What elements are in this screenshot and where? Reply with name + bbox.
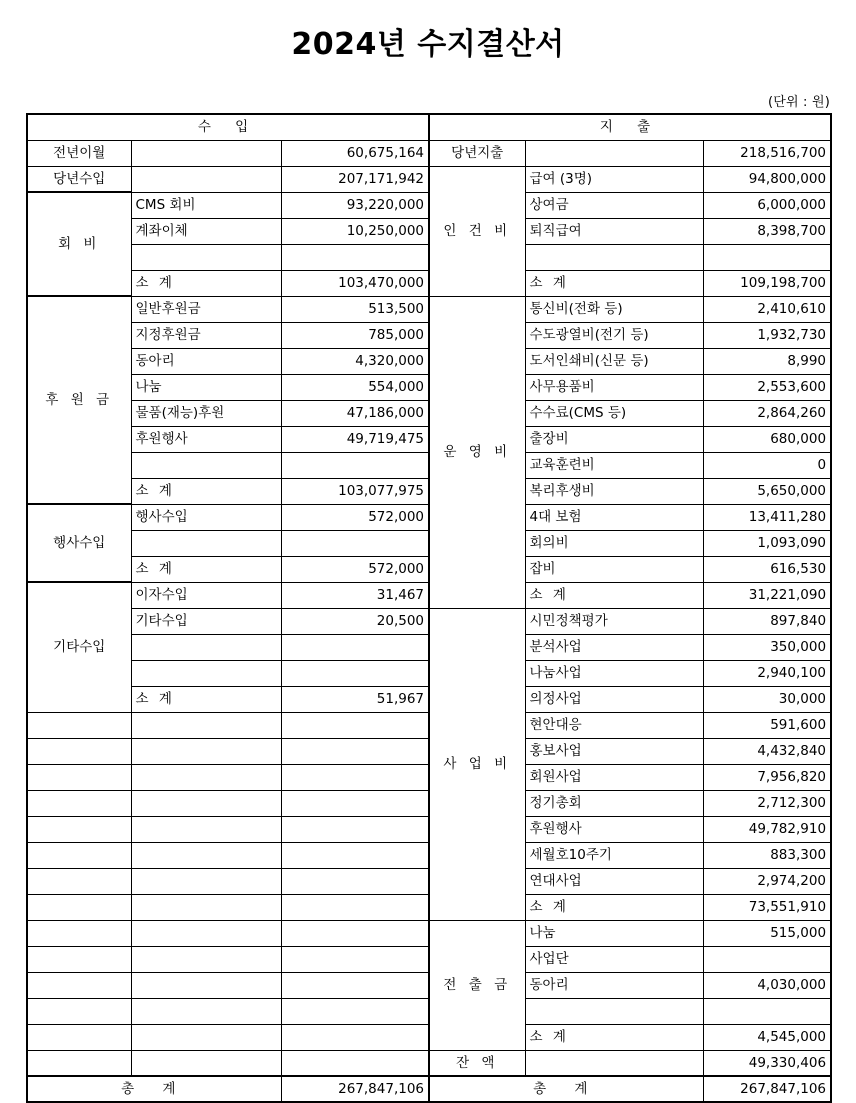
income-item-amount	[281, 660, 429, 686]
income-empty-cell	[27, 920, 131, 946]
income-item-label: 동아리	[131, 348, 281, 374]
income-item-label: CMS 회비	[131, 192, 281, 218]
expense-item-amount: 1,932,730	[703, 322, 831, 348]
income-subtotal-amount: 572,000	[281, 556, 429, 582]
income-item-label	[131, 998, 281, 1024]
income-item-label: 나눔	[131, 374, 281, 400]
income-empty-cell	[27, 946, 131, 972]
income-item-label	[131, 894, 281, 920]
income-item-amount	[281, 868, 429, 894]
income-item-amount	[281, 894, 429, 920]
expense-item-amount: 49,782,910	[703, 816, 831, 842]
expense-item-label: 연대사업	[525, 868, 703, 894]
expense-item-amount: 515,000	[703, 920, 831, 946]
income-item-label	[131, 452, 281, 478]
expense-item-label: 잡비	[525, 556, 703, 582]
income-item-amount	[281, 530, 429, 556]
expense-item-label: 급여 (3명)	[525, 166, 703, 192]
income-item-amount	[281, 634, 429, 660]
expense-item-amount: 2,712,300	[703, 790, 831, 816]
expense-item-amount: 4,030,000	[703, 972, 831, 998]
expense-item-label: 사업단	[525, 946, 703, 972]
income-empty-cell	[27, 972, 131, 998]
income-item-amount: 4,320,000	[281, 348, 429, 374]
expense-item-label: 수도광열비(전기 등)	[525, 322, 703, 348]
expense-item-amount: 350,000	[703, 634, 831, 660]
income-item-label	[131, 712, 281, 738]
expense-item-amount: 2,553,600	[703, 374, 831, 400]
expense-item-amount	[703, 998, 831, 1024]
income-empty-cell	[27, 712, 131, 738]
expense-item-label: 수수료(CMS 등)	[525, 400, 703, 426]
income-item-amount	[281, 816, 429, 842]
income-item-amount	[281, 842, 429, 868]
income-subtotal-label: 소 계	[131, 686, 281, 712]
income-top-label: 전년이월	[27, 140, 131, 166]
expense-item-amount: 4,432,840	[703, 738, 831, 764]
income-item-amount: 513,500	[281, 296, 429, 322]
income-item-amount	[281, 764, 429, 790]
expense-item-amount: 2,864,260	[703, 400, 831, 426]
income-item-amount: 93,220,000	[281, 192, 429, 218]
income-item-label	[131, 790, 281, 816]
income-empty-cell	[27, 816, 131, 842]
expense-item-amount: 616,530	[703, 556, 831, 582]
expense-subtotal-amount: 109,198,700	[703, 270, 831, 296]
expense-item-label: 정기총회	[525, 790, 703, 816]
income-item-label	[131, 764, 281, 790]
income-item-amount: 554,000	[281, 374, 429, 400]
income-item-label	[131, 842, 281, 868]
income-empty-cell	[27, 790, 131, 816]
income-item-label: 기타수입	[131, 608, 281, 634]
income-item-label	[131, 244, 281, 270]
expense-item-label	[525, 998, 703, 1024]
expense-item-amount	[703, 244, 831, 270]
expense-item-amount: 218,516,700	[703, 140, 831, 166]
expense-item-amount: 6,000,000	[703, 192, 831, 218]
expense-item-label: 나눔	[525, 920, 703, 946]
income-item-amount: 49,719,475	[281, 426, 429, 452]
expense-item-amount: 13,411,280	[703, 504, 831, 530]
income-item-amount: 60,675,164	[281, 140, 429, 166]
income-item-amount	[281, 790, 429, 816]
expense-item-label: 상여금	[525, 192, 703, 218]
income-item-label	[131, 816, 281, 842]
expense-item-label: 복리후생비	[525, 478, 703, 504]
expense-item-amount: 49,330,406	[703, 1050, 831, 1076]
expense-item-label: 현안대응	[525, 712, 703, 738]
income-item-amount	[281, 972, 429, 998]
income-item-label	[131, 1024, 281, 1050]
income-item-label	[131, 1050, 281, 1076]
income-empty-cell	[27, 738, 131, 764]
income-item-label	[131, 868, 281, 894]
income-item-label	[131, 634, 281, 660]
income-item-label	[131, 946, 281, 972]
income-item-label	[131, 530, 281, 556]
income-item-amount	[281, 452, 429, 478]
expense-item-amount	[703, 946, 831, 972]
expense-subtotal-amount: 31,221,090	[703, 582, 831, 608]
table-header-row	[27, 114, 831, 140]
income-item-label: 이자수입	[131, 582, 281, 608]
income-item-label: 계좌이체	[131, 218, 281, 244]
income-item-amount: 572,000	[281, 504, 429, 530]
income-item-amount: 10,250,000	[281, 218, 429, 244]
expense-item-label: 홍보사업	[525, 738, 703, 764]
expense-item-label	[525, 244, 703, 270]
expense-item-label: 회의비	[525, 530, 703, 556]
expense-item-amount: 30,000	[703, 686, 831, 712]
income-subtotal-label: 소 계	[131, 270, 281, 296]
expense-top-label: 당년지출	[429, 140, 525, 166]
income-item-amount	[281, 738, 429, 764]
expense-item-amount: 7,956,820	[703, 764, 831, 790]
income-top-label: 당년수입	[27, 166, 131, 192]
expense-item-label: 나눔사업	[525, 660, 703, 686]
table-row	[27, 296, 831, 322]
expense-subtotal-amount: 73,551,910	[703, 894, 831, 920]
expense-subtotal-label: 소 계	[525, 270, 703, 296]
settlement-table-body	[27, 114, 831, 1102]
expense-item-amount: 1,093,090	[703, 530, 831, 556]
expense-item-label: 의정사업	[525, 686, 703, 712]
income-category-label: 회 비	[27, 192, 131, 296]
income-total-amount: 267,847,106	[281, 1076, 429, 1102]
balance-label: 잔 액	[429, 1050, 525, 1076]
expense-item-label: 출장비	[525, 426, 703, 452]
income-category-label: 후 원 금	[27, 296, 131, 504]
expense-item-label: 세월호10주기	[525, 842, 703, 868]
income-item-amount	[281, 1024, 429, 1050]
income-empty-cell	[27, 998, 131, 1024]
expense-subtotal-amount: 4,545,000	[703, 1024, 831, 1050]
income-subtotal-amount: 103,077,975	[281, 478, 429, 504]
grand-total-row	[27, 1076, 831, 1102]
expense-item-amount: 883,300	[703, 842, 831, 868]
expense-item-label: 4대 보험	[525, 504, 703, 530]
income-item-label	[131, 738, 281, 764]
expense-item-amount: 8,398,700	[703, 218, 831, 244]
expense-item-label	[525, 1050, 703, 1076]
unit-note: (단위 : 원)	[767, 95, 830, 110]
expense-category-label: 전 출 금	[429, 920, 525, 1050]
income-empty-cell	[27, 868, 131, 894]
settlement-table-container	[26, 113, 830, 1103]
expense-item-label: 시민정책평가	[525, 608, 703, 634]
expense-category-label: 사 업 비	[429, 608, 525, 920]
expense-item-label: 분석사업	[525, 634, 703, 660]
expense-total-label: 총 계	[429, 1076, 703, 1102]
expense-item-amount: 2,940,100	[703, 660, 831, 686]
table-row	[27, 140, 831, 166]
expense-item-amount: 5,650,000	[703, 478, 831, 504]
income-empty-cell	[27, 764, 131, 790]
income-item-amount: 47,186,000	[281, 400, 429, 426]
expense-item-amount: 94,800,000	[703, 166, 831, 192]
income-empty-cell	[27, 894, 131, 920]
expense-category-label: 운 영 비	[429, 296, 525, 608]
expense-item-amount: 2,410,610	[703, 296, 831, 322]
expense-item-amount: 897,840	[703, 608, 831, 634]
expense-item-amount: 8,990	[703, 348, 831, 374]
income-item-label: 지정후원금	[131, 322, 281, 348]
income-item-label: 행사수입	[131, 504, 281, 530]
income-item-amount	[281, 920, 429, 946]
income-item-label: 일반후원금	[131, 296, 281, 322]
income-total-label: 총 계	[27, 1076, 281, 1102]
expense-subtotal-label: 소 계	[525, 894, 703, 920]
income-category-label: 행사수입	[27, 504, 131, 582]
income-subtotal-amount: 51,967	[281, 686, 429, 712]
income-item-label	[131, 660, 281, 686]
income-item-amount	[281, 244, 429, 270]
income-item-amount	[281, 1050, 429, 1076]
income-subtotal-label: 소 계	[131, 556, 281, 582]
expense-item-label: 후원행사	[525, 816, 703, 842]
expense-item-amount: 2,974,200	[703, 868, 831, 894]
expense-item-label: 동아리	[525, 972, 703, 998]
expense-subtotal-label: 소 계	[525, 582, 703, 608]
settlement-table	[26, 113, 832, 1103]
expense-item-label: 회원사업	[525, 764, 703, 790]
income-item-label: 후원행사	[131, 426, 281, 452]
income-item-amount	[281, 946, 429, 972]
income-empty-cell	[27, 1050, 131, 1076]
expense-item-amount: 680,000	[703, 426, 831, 452]
income-item-label	[131, 166, 281, 192]
expense-item-label	[525, 140, 703, 166]
expense-item-label: 교육훈련비	[525, 452, 703, 478]
income-category-label: 기타수입	[27, 582, 131, 712]
expense-item-amount: 0	[703, 452, 831, 478]
table-row	[27, 1050, 831, 1076]
expense-item-label: 도서인쇄비(신문 등)	[525, 348, 703, 374]
expense-total-amount: 267,847,106	[703, 1076, 831, 1102]
table-row	[27, 920, 831, 946]
income-empty-cell	[27, 1024, 131, 1050]
income-item-amount: 785,000	[281, 322, 429, 348]
expense-item-label: 퇴직급여	[525, 218, 703, 244]
income-subtotal-label: 소 계	[131, 478, 281, 504]
income-item-amount	[281, 998, 429, 1024]
income-item-label	[131, 920, 281, 946]
income-empty-cell	[27, 842, 131, 868]
table-row	[27, 608, 831, 634]
page-title: 2024년 수지결산서	[291, 27, 565, 62]
income-item-amount: 20,500	[281, 608, 429, 634]
income-subtotal-amount: 103,470,000	[281, 270, 429, 296]
expense-item-amount: 591,600	[703, 712, 831, 738]
income-item-amount	[281, 712, 429, 738]
income-item-label	[131, 140, 281, 166]
expense-section-header: 지 출	[429, 114, 831, 140]
expense-item-label: 사무용품비	[525, 374, 703, 400]
income-section-header: 수 입	[27, 114, 429, 140]
income-item-label: 물품(재능)후원	[131, 400, 281, 426]
income-item-label	[131, 972, 281, 998]
expense-category-label: 인 건 비	[429, 166, 525, 296]
income-item-amount: 31,467	[281, 582, 429, 608]
income-item-amount: 207,171,942	[281, 166, 429, 192]
expense-item-label: 통신비(전화 등)	[525, 296, 703, 322]
table-row	[27, 166, 831, 192]
expense-subtotal-label: 소 계	[525, 1024, 703, 1050]
